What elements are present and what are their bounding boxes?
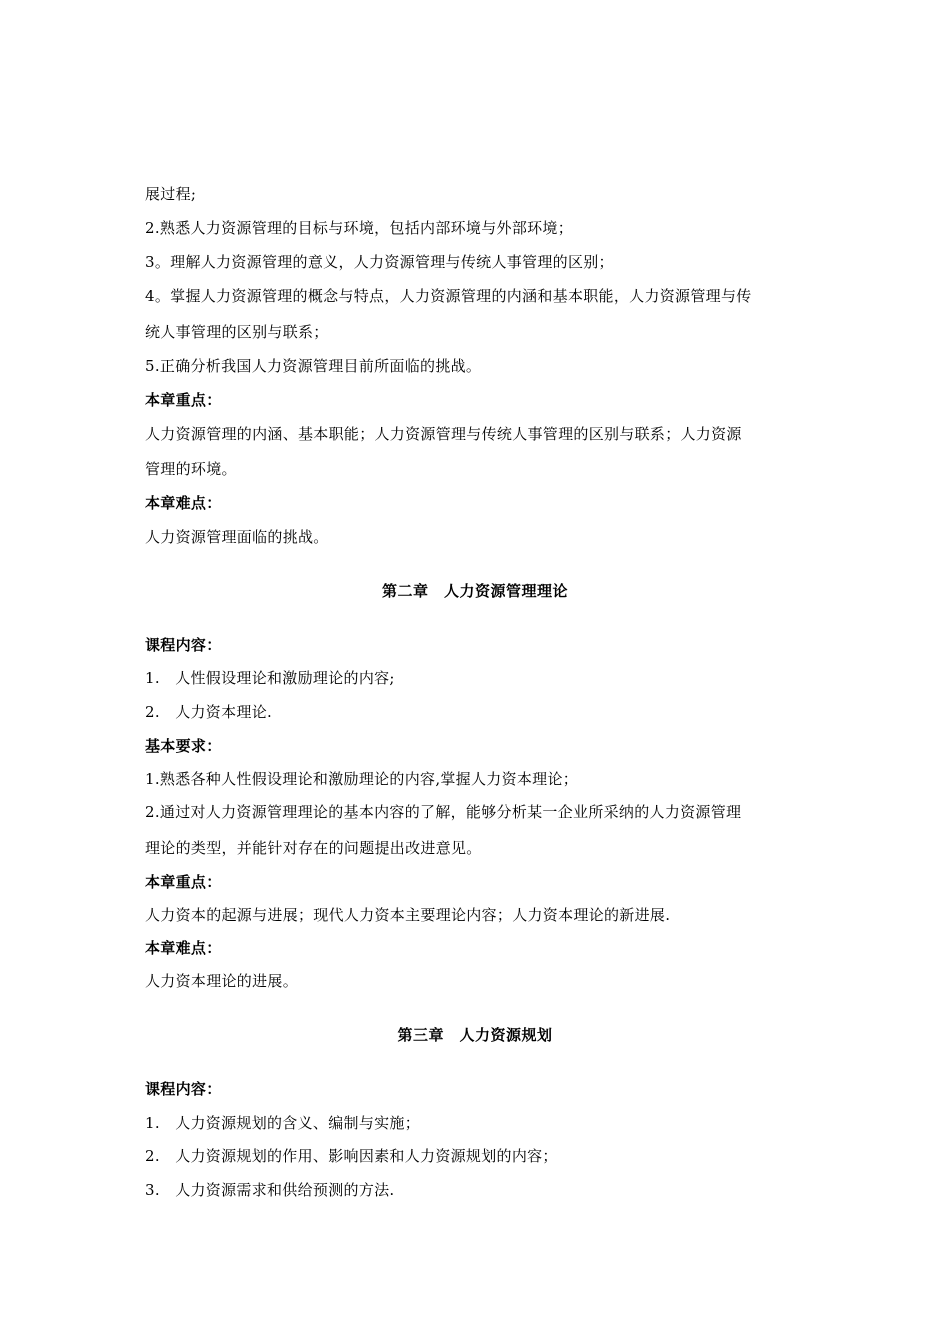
chapter-3-content-item-3: 3. 人力资源需求和供给预测的方法. bbox=[145, 1181, 395, 1199]
key-points-heading: 本章重点： bbox=[145, 391, 222, 409]
chapter-2-content-item-1: 1. 人性假设理论和激励理论的内容; bbox=[145, 669, 395, 687]
chapter-2-requirement-1: 1.熟悉各种人性假设理论和激励理论的内容,掌握人力资本理论； bbox=[145, 770, 579, 788]
chapter-3-title: 第三章 人力资源规划 bbox=[397, 1026, 553, 1044]
chapter-2-key-points-text: 人力资本的起源与进展；现代人力资本主要理论内容；人力资本理论的新进展. bbox=[145, 906, 671, 924]
key-points-text-cont: 管理的环境。 bbox=[145, 460, 237, 478]
paragraph-continuation: 展过程; bbox=[145, 185, 197, 203]
key-points-text: 人力资源管理的内涵、基本职能；人力资源管理与传统人事管理的区别与联系；人力资源 bbox=[145, 425, 742, 443]
requirement-item-3: 3。理解人力资源管理的意义，人力资源管理与传统人事管理的区别； bbox=[145, 253, 614, 271]
chapter-2-key-points-heading: 本章重点： bbox=[145, 873, 222, 891]
chapter-2-requirement-2-cont: 理论的类型，并能针对存在的问题提出改进意见。 bbox=[145, 839, 482, 857]
requirement-item-2: 2.熟悉人力资源管理的目标与环境，包括内部环境与外部环境； bbox=[145, 219, 574, 237]
chapter-2-title: 第二章 人力资源管理理论 bbox=[381, 582, 568, 600]
requirement-item-4: 4。掌握人力资源管理的概念与特点，人力资源管理的内涵和基本职能，人力资源管理与传 bbox=[145, 287, 752, 305]
difficulties-text: 人力资源管理面临的挑战。 bbox=[145, 528, 329, 546]
chapter-2-requirement-2: 2.通过对人力资源管理理论的基本内容的了解，能够分析某一企业所采纳的人力资源管理 bbox=[145, 803, 742, 821]
chapter-2-difficulties-text: 人力资本理论的进展。 bbox=[145, 972, 299, 990]
chapter-3-content-item-1: 1. 人力资源规划的含义、编制与实施； bbox=[145, 1114, 421, 1132]
requirement-item-4-cont: 统人事管理的区别与联系； bbox=[145, 323, 329, 341]
chapter-3-content-heading: 课程内容： bbox=[145, 1080, 222, 1098]
chapter-3-content-item-2: 2. 人力资源规划的作用、影响因素和人力资源规划的内容； bbox=[145, 1147, 558, 1165]
chapter-2-difficulties-heading: 本章难点： bbox=[145, 939, 222, 957]
chapter-2-content-heading: 课程内容： bbox=[145, 636, 222, 654]
requirement-item-5: 5.正确分析我国人力资源管理目前所面临的挑战。 bbox=[145, 357, 482, 375]
difficulties-heading: 本章难点： bbox=[145, 494, 222, 512]
chapter-2-requirements-heading: 基本要求： bbox=[145, 737, 222, 755]
chapter-2-content-item-2: 2. 人力资本理论. bbox=[145, 703, 273, 721]
